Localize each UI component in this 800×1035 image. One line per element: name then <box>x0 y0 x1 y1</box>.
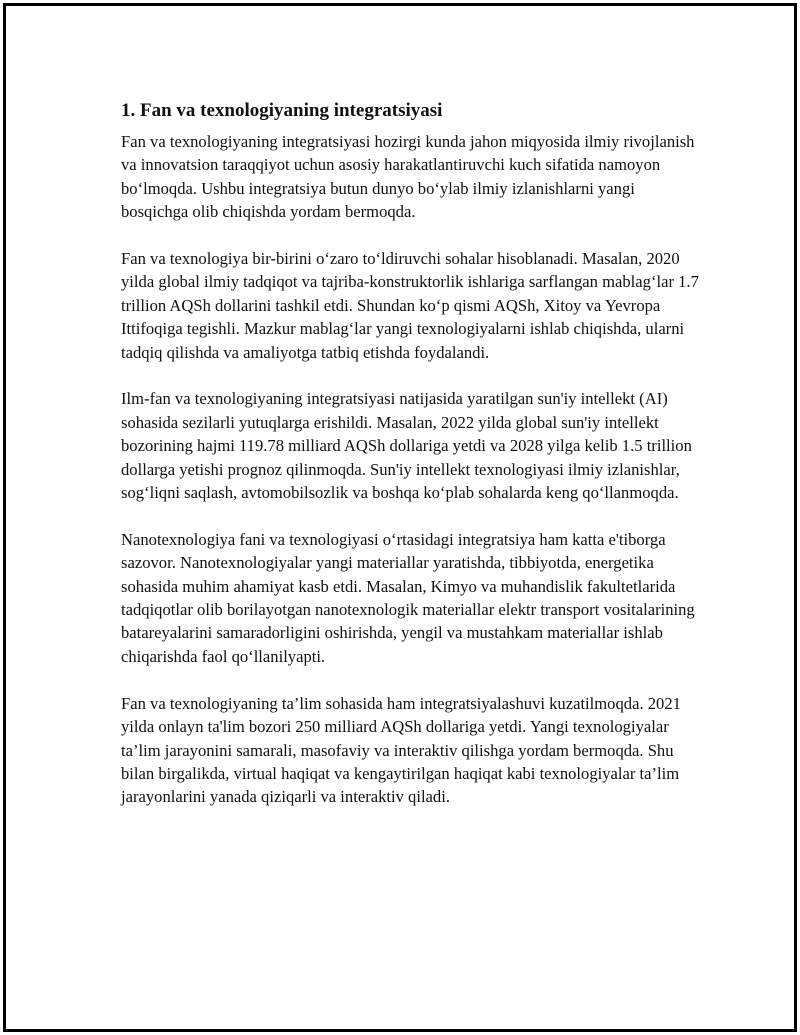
document-body <box>121 96 701 832</box>
paragraph-5: Fan va texnologiyaning ta’lim sohasida ham integratsiyalashuvi kuzatilmoqda. 2021 yilda onlayn ta'lim bozori 250 milliard AQSh dollariga yetdi. Yangi texnologiyalar ta’lim jarayonini samarali, masofaviy va interaktiv qilishga yordam bermoqda. Shu bilan birgalikda, virtual haqiqat va kengaytirilgan haqiqat kabi texnologiyalar ta’lim jarayonlarini yanada qiziqarli va interaktiv qiladi. <box>121 693 681 807</box>
paragraph-3: Ilm-fan va texnologiyaning integratsiyasi natijasida yaratilgan sun'iy intellekt (AI) sohasida sezilarli yutuqlarga erishildi. Masalan, 2022 yilda global sun'iy intellekt bozorining hajmi 119.78 milliard AQSh dollariga yetdi va 2028 yilga kelib 1.5 trillion dollarga yetishi prognoz qilinmoqda. Sun'iy intellekt texnologiyasi ilmiy izlanishlar, sogʻliqni saqlash, avtomobilsozlik va boshqa koʻplab sohalarda keng qoʻllanmoqda. <box>121 389 692 503</box>
page-frame <box>3 3 797 1032</box>
paragraph-1: Fan va texnologiyaning integratsiyasi hozirgi kunda jahon miqyosida ilmiy rivojlanish va innovatsion taraqqiyot uchun asosiy harakatlantiruvchi kuch sifatida namoyon boʻlmoqda. Ushbu integratsiya butun dunyo boʻylab ilmiy izlanishlarni yangi bosqichga olib chiqishda yordam bermoqda. <box>121 132 695 222</box>
section-heading: 1. Fan va texnologiyaning integratsiyasi <box>121 100 443 121</box>
paragraph-4: Nanotexnologiya fani va texnologiyasi oʻrtasidagi integratsiya ham katta e'tiborga sazovor. Nanotexnologiyalar yangi materiallar yaratishda, tibbiyotda, energetika sohasida muhim ahamiyat kasb etdi. Masalan, Kimyo va muhandislik fakultetlarida tadqiqotlar olib borilayotgan nanotexnologik materiallar elektr transport vositalarining batareyalarini samaradorligini oshirishda, yengil va mustahkam materiallar ishlab chiqarishda faol qoʻllanilyapti. <box>121 529 695 666</box>
paragraph-2: Fan va texnologiya bir-birini oʻzaro toʻldiruvchi sohalar hisoblanadi. Masalan, 2020 yilda global ilmiy tadqiqot va tajriba-konstruktorlik ishlariga sarflangan mablagʻlar 1.7 trillion AQSh dollarini tashkil etdi. Shundan koʻp qismi AQSh, Xitoy va Yevropa Ittifoqiga tegishli. Mazkur mablagʻlar yangi texnologiyalarni ishlab chiqishda, ularni tadqiq qilishda va amaliyotga tatbiq etishda foydalandi. <box>121 249 699 362</box>
